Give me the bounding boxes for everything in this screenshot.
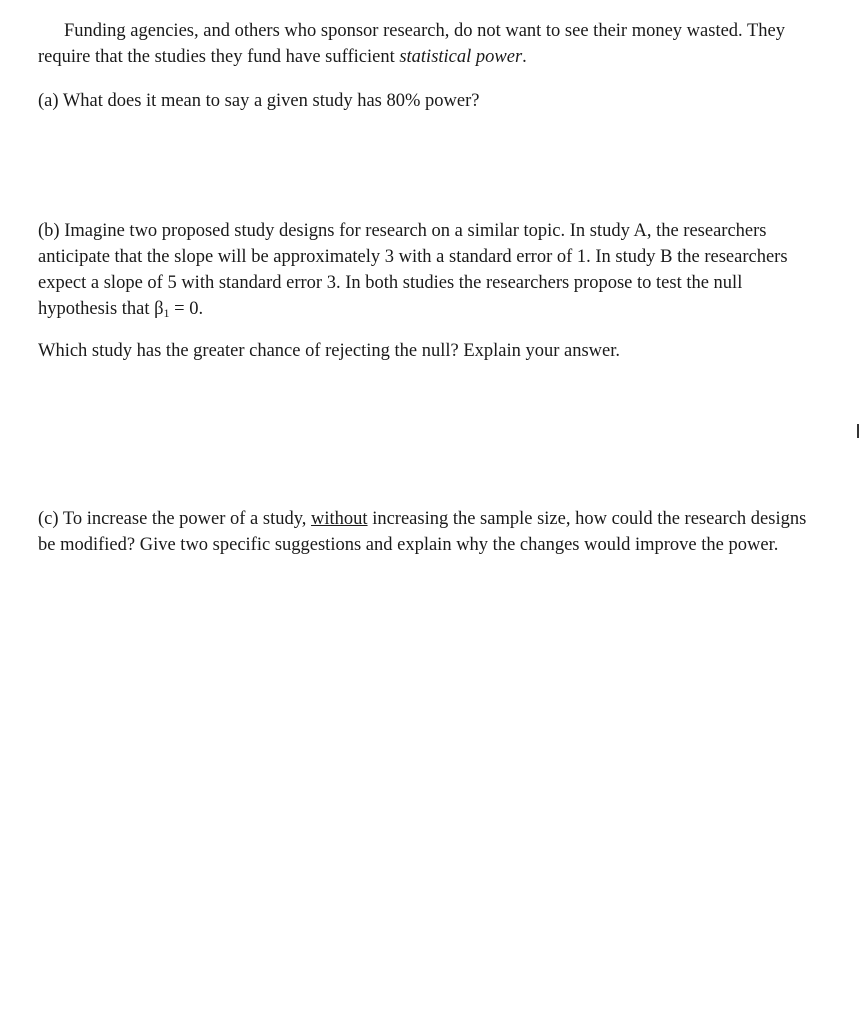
question-b-text-end: = 0. bbox=[169, 299, 204, 319]
edge-cursor-mark bbox=[857, 424, 859, 438]
question-b-followup: Which study has the greater chance of rejecting the null? Explain your answer. bbox=[38, 341, 621, 361]
intro-paragraph bbox=[38, 18, 818, 70]
beta-subscript: 1 bbox=[163, 306, 170, 320]
intro-italic-term: statistical power bbox=[399, 47, 523, 67]
question-a: (a) What does it mean to say a given study has 80% power? bbox=[38, 91, 480, 111]
question-c bbox=[38, 506, 818, 558]
question-c-text: (c) To increase the power of a study, bbox=[38, 509, 312, 529]
intro-text-end: . bbox=[522, 47, 527, 67]
question-b-text: (b) Imagine two proposed study designs for research on a similar topic. In study A, the researchers anticipate that the slope will be approximately 3 with a standard error of 1. In study B the researchers expect a slope of 5 with standard error 3. In both studies the researchers propose to test the null hypothesis that β bbox=[38, 221, 788, 319]
intro-text: Funding agencies, and others who sponsor research, do not want to see their money wasted. They require that the studies they fund have sufficient bbox=[38, 21, 785, 67]
question-c-text-end: increasing the sample size, how could the research designs be modified? Give two specific suggestions and explain why the changes would improve the power. bbox=[38, 509, 807, 555]
question-c-underlined: without bbox=[311, 509, 368, 529]
question-b bbox=[38, 218, 818, 322]
